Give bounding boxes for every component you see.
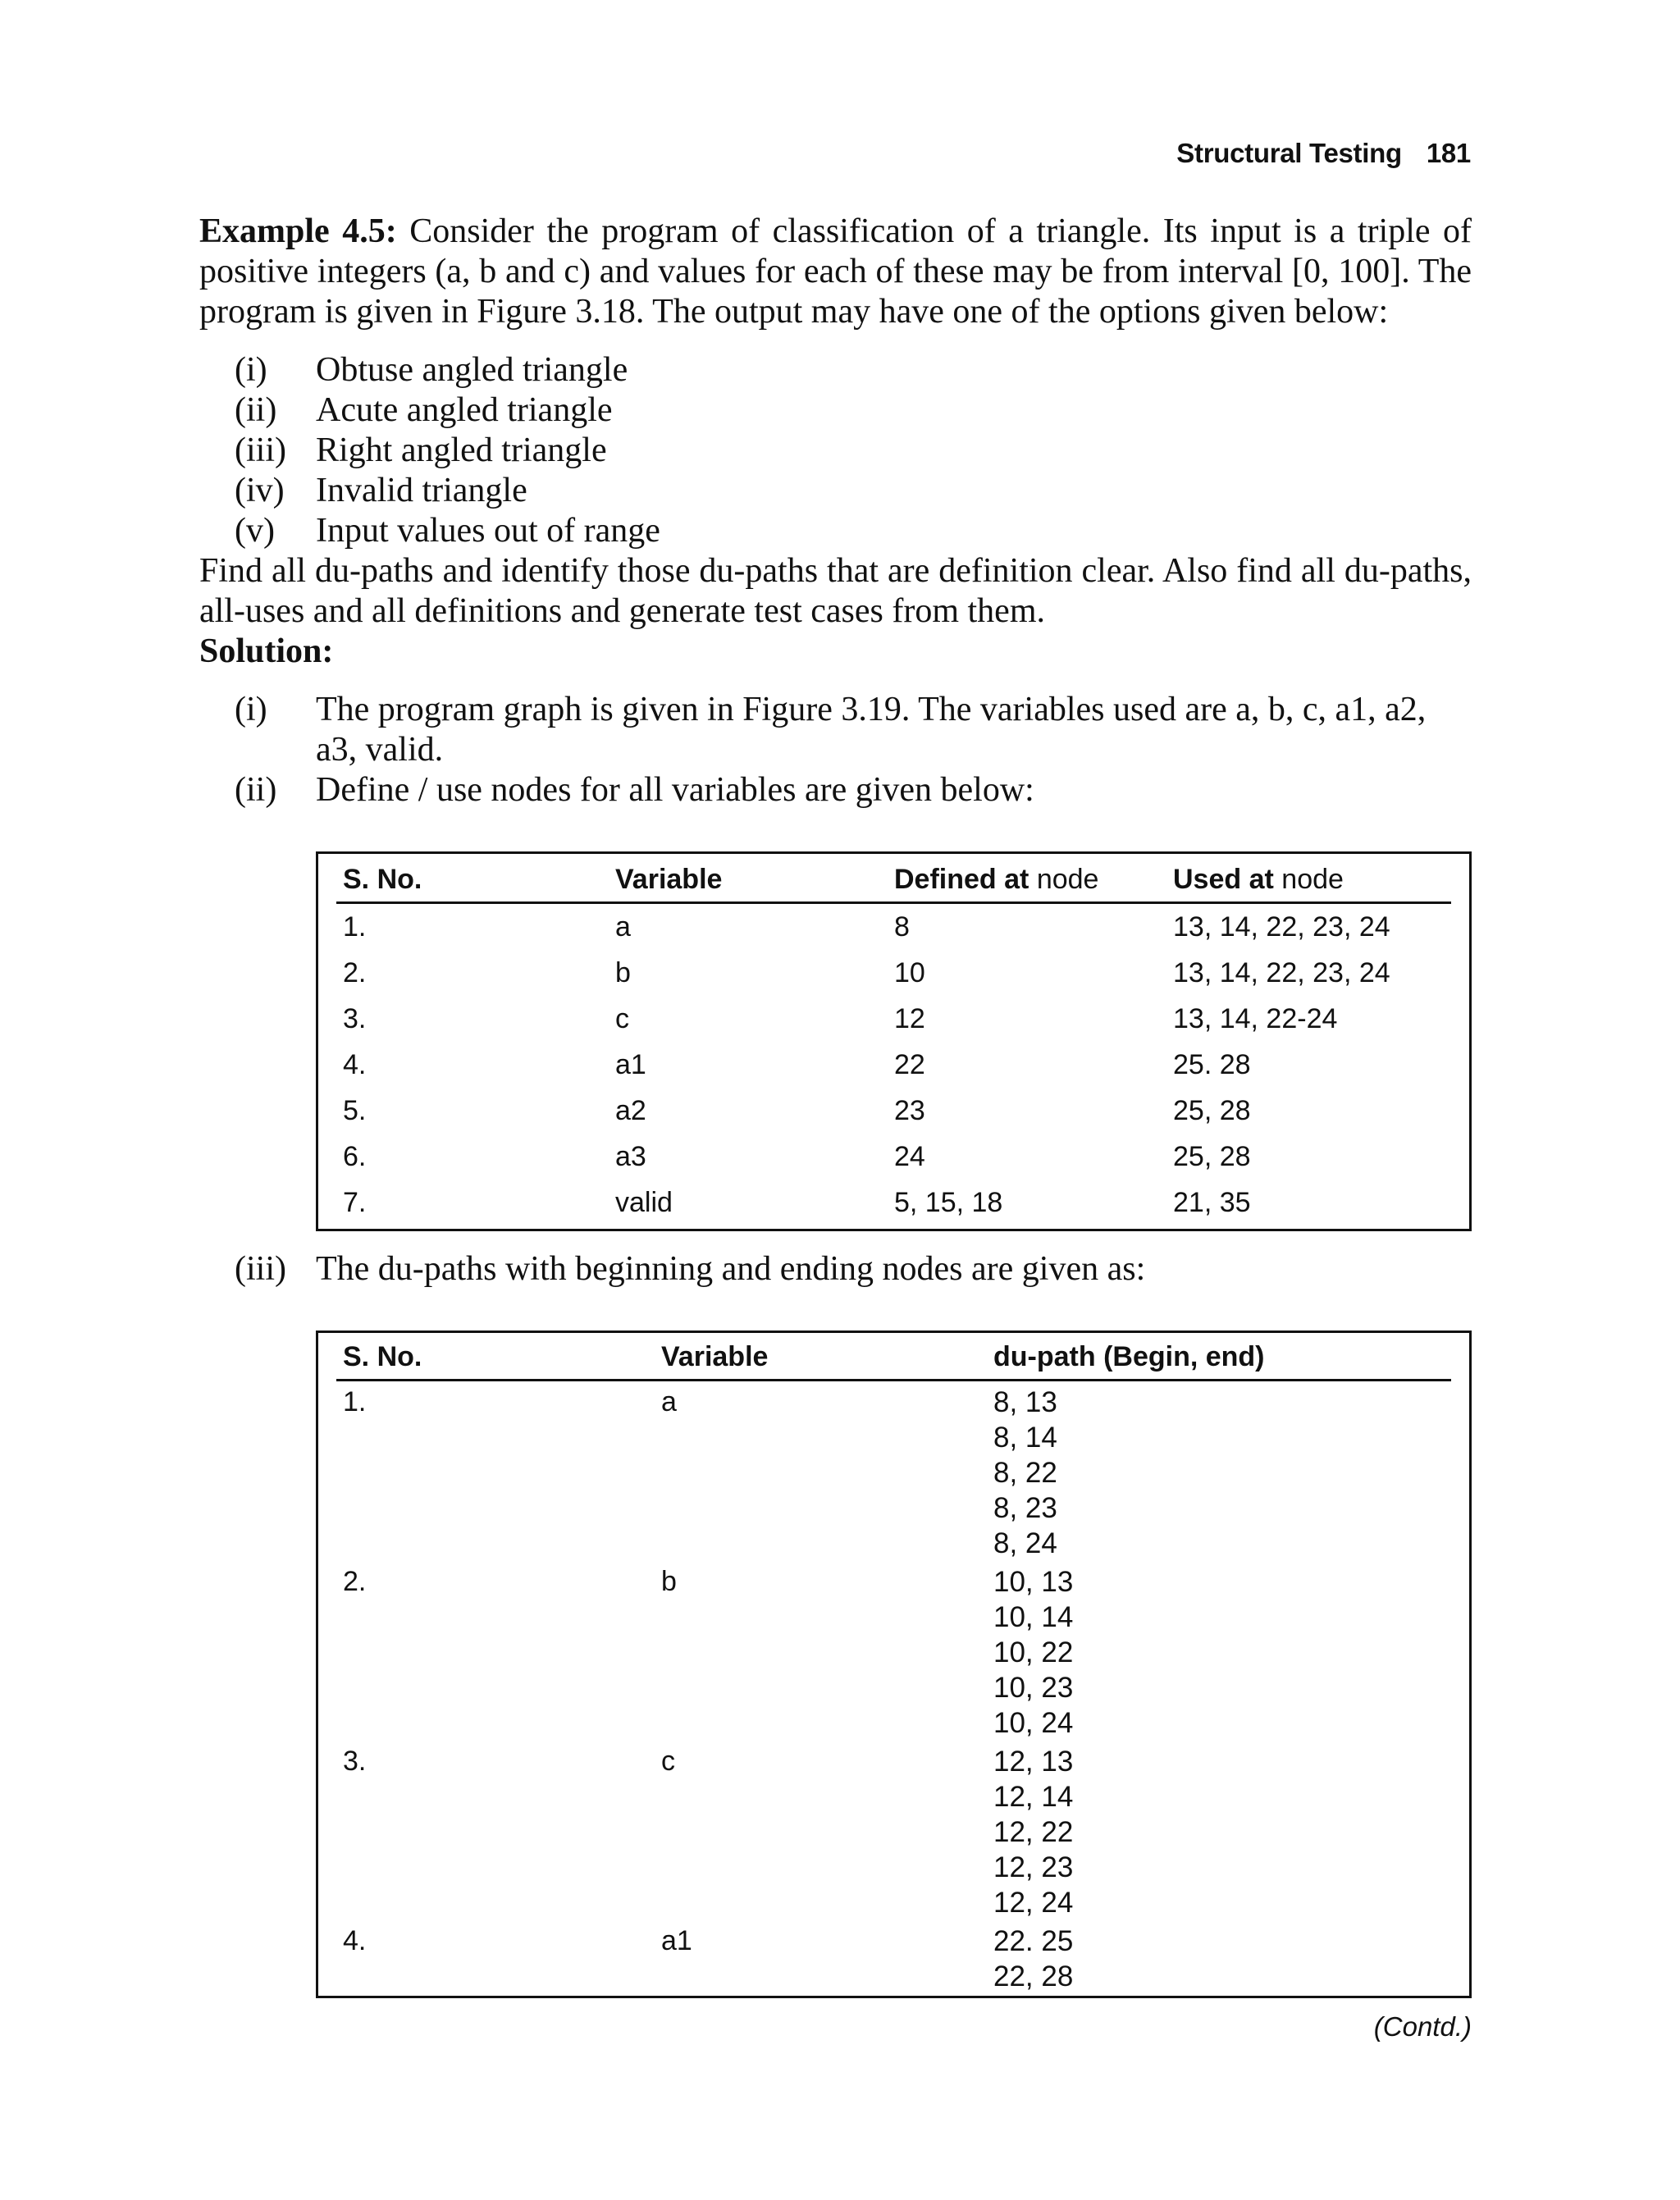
du-path-list: 8, 13 8, 14 8, 22 8, 23 8, 24	[993, 1386, 1057, 1559]
table-row-group: 4. a1 22. 25 22, 28	[336, 1920, 1451, 1994]
continued-note: (Contd.)	[1373, 2011, 1472, 2042]
page-content	[199, 212, 1472, 2047]
table-header: S. No. Variable du-path (Begin, end)	[336, 1333, 1451, 1381]
du-path-table	[316, 1330, 1472, 1998]
solution-heading: Solution:	[199, 632, 334, 670]
list-item: (v) Input values out of range	[235, 512, 660, 550]
list-item: (i) Obtuse angled triangle	[235, 351, 628, 389]
du-path-list: 12, 13 12, 14 12, 22 12, 23 12, 24	[993, 1746, 1074, 1919]
task-paragraph: Find all du-paths and identify those du-paths that are definition clear. Also find all du-paths, all-uses and all definitions and generate test cases from them.	[199, 552, 1472, 630]
header-title: Structural Testing	[1176, 138, 1402, 168]
page-number: 181	[1426, 138, 1471, 168]
running-header	[1176, 138, 1471, 169]
table-row: 7. valid 5, 15, 18 21, 35	[343, 1186, 1251, 1218]
define-use-table	[316, 851, 1472, 1231]
table-row: 2. b 10 13, 14, 22, 23, 24	[343, 956, 1390, 988]
table-row: 1. a 8 13, 14, 22, 23, 24	[343, 911, 1390, 943]
table-row-group: 3. c 12, 13 12, 14 12, 22 12, 23 12, 24	[336, 1741, 1451, 1920]
list-item: (i) The program graph is given in Figure 3.19. The variables used are a, b, c, a1, a2, a3, valid.	[235, 691, 1427, 769]
table-row: 6. a3 24 25, 28	[343, 1140, 1251, 1172]
list-item: (ii) Acute angled triangle	[235, 391, 613, 429]
table-row: 4. a1 22 25. 28	[343, 1048, 1251, 1080]
example-paragraph	[199, 212, 1472, 332]
output-options-list	[199, 350, 1472, 551]
list-item: (iii) The du-paths with beginning and ending nodes are given as:	[235, 1250, 1146, 1288]
list-item: (iii) Right angled triangle	[235, 431, 607, 469]
table-header: S. No. Variable Defined at node Used at node	[336, 854, 1451, 904]
table-row: 3. c 12 13, 14, 22-24	[343, 1002, 1338, 1034]
du-path-list: 10, 13 10, 14 10, 22 10, 23 10, 24	[993, 1566, 1074, 1739]
table-row-group: 1. a 8, 13 8, 14 8, 22 8, 23 8, 24	[336, 1381, 1451, 1561]
example-label: Example 4.5:	[199, 212, 397, 250]
du-path-list: 22. 25 22, 28	[993, 1925, 1074, 1992]
solution-list	[199, 690, 1472, 810]
example-text: Consider the program of classification of a triangle. Its input is a triple of positive integers (a, b and c) and values for each of these may be from interval [0, 100]. The program is given in Figure 3.18. The output may have one of the options given below:	[199, 212, 1472, 331]
list-item: (ii) Define / use nodes for all variables are given below:	[235, 771, 1034, 809]
list-item: (iv) Invalid triangle	[235, 472, 527, 509]
table-row-group: 2. b 10, 13 10, 14 10, 22 10, 23 10, 24	[336, 1561, 1451, 1741]
solution-list-continued	[199, 1249, 1472, 1289]
table-row: 5. a2 23 25, 28	[343, 1094, 1251, 1126]
